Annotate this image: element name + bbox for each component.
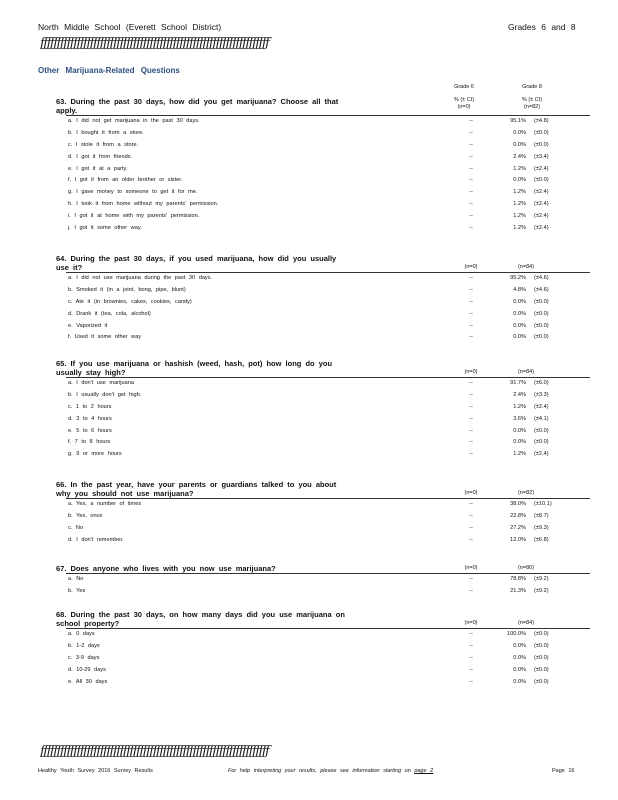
answer-row xyxy=(56,199,576,211)
grade6-n: (n=0) xyxy=(464,264,478,270)
question-title: 68. During the past 30 days, on how many days did you use marijuana on school property? xyxy=(56,610,345,628)
answer-row xyxy=(56,285,576,297)
grade6-value: -- xyxy=(469,631,473,637)
answer-row xyxy=(56,449,576,461)
question-63 xyxy=(56,97,576,235)
grade8-ci: (±0.0) xyxy=(534,678,549,685)
grade8-percent: 0.0% xyxy=(513,141,526,148)
answer-label: d. Drank it (tea, cola, alcohol) xyxy=(68,310,151,317)
answer-label: b. Yes, once xyxy=(68,512,103,519)
grade8-percent: 95.2% xyxy=(510,275,526,281)
answer-row xyxy=(56,128,576,140)
answer-row xyxy=(56,321,576,333)
answer-label: a. I did not get marijuana in the past 30 days. xyxy=(68,118,200,124)
school-name: North Middle School (Everett School District) xyxy=(38,22,222,32)
question-title: 64. During the past 30 days, if you used marijuana, how did you usually use it? xyxy=(56,254,337,272)
answer-row xyxy=(56,332,576,344)
answer-label: b. Smoked it (in a joint, bong, pipe, blunt) xyxy=(68,286,186,293)
grade8-percent: 38.0% xyxy=(510,501,526,507)
answer-label: e. I got it at a party. xyxy=(68,165,128,172)
grade8-percent: 0.0% xyxy=(513,678,526,685)
answer-label: c. 3-9 days xyxy=(68,654,100,661)
answer-row xyxy=(56,175,576,187)
footer-help: For help interpreting your results, please see information starting on page 2 xyxy=(228,768,434,774)
grade8-n: (n=84) xyxy=(517,264,535,270)
grade6-value: -- xyxy=(469,524,473,531)
answer-row xyxy=(56,653,576,665)
answer-label: c. 1 to 2 hours xyxy=(68,403,112,410)
grade8-percent: 0.0% xyxy=(513,427,526,434)
grade6-value: -- xyxy=(469,391,473,398)
grade6-value: -- xyxy=(469,275,473,281)
answer-label: d. 3 to 4 hours xyxy=(68,415,112,422)
footer-divider: ƒƒƒƒƒƒƒƒƒƒƒƒƒƒƒƒƒƒƒƒƒƒƒƒƒƒƒƒƒƒƒƒƒƒƒƒƒƒƒƒƒƒƒƒƒƒƒƒƒƒƒƒƒƒƒƒƒƒƒƒƒƒƒƒƒƒƒƒƒ xyxy=(40,744,269,759)
answer-label: e. All 30 days xyxy=(68,678,108,685)
grade6-value: -- xyxy=(469,165,473,172)
answer-label: a. 0 days xyxy=(68,631,95,637)
answer-row xyxy=(56,511,576,523)
grade6-value: -- xyxy=(469,415,473,422)
grade6-value: -- xyxy=(469,189,473,196)
answer-label: b. 1-2 days xyxy=(68,642,100,649)
answer-row xyxy=(56,586,576,598)
answer-row xyxy=(56,535,576,547)
grade6-value: -- xyxy=(469,587,473,594)
grade8-n: (n=84) xyxy=(517,620,535,626)
grade8-ci: (±0.0) xyxy=(534,631,549,637)
grade8-ci: (±0.0) xyxy=(534,310,549,317)
grade8-percent: 0.0% xyxy=(513,666,526,673)
answer-row xyxy=(56,437,576,449)
grade8-ci: (±0.0) xyxy=(534,177,549,184)
answer-label: d. I got it from friends. xyxy=(68,153,133,160)
grades-label: Grades 6 and 8 xyxy=(508,22,576,32)
answer-row xyxy=(56,402,576,414)
grade8-n: (n=80) xyxy=(517,565,535,571)
grade6-value: -- xyxy=(469,403,473,410)
grade6-value: -- xyxy=(469,177,473,184)
answer-row xyxy=(56,665,576,677)
grade6-n: (n=0) xyxy=(464,490,478,496)
grade8-percent: 27.2% xyxy=(510,524,526,531)
grade8-percent: 0.0% xyxy=(513,642,526,649)
grade8-ci: (±4.6) xyxy=(534,275,549,281)
answer-row xyxy=(56,297,576,309)
answer-row xyxy=(56,629,576,641)
answer-label: a. No xyxy=(68,576,84,582)
question-title: 66. In the past year, have your parents or guardians talked to you about why you should not use marijuana? xyxy=(56,480,337,498)
grade8-ci: (±3.3) xyxy=(534,391,549,398)
grade6-value: -- xyxy=(469,427,473,434)
grade8-ci: (±0.0) xyxy=(534,642,549,649)
grade8-percent: 0.0% xyxy=(513,298,526,305)
grade6-value: -- xyxy=(469,334,473,341)
grade8-ci: (±0.0) xyxy=(534,654,549,661)
grade8-percent: 91.7% xyxy=(510,380,526,386)
grade8-percent: 1.2% xyxy=(513,403,526,410)
grade8-ci: (±10.1) xyxy=(534,501,552,507)
grade8-percent: 3.6% xyxy=(513,415,526,422)
grade8-ci: (±9.2) xyxy=(534,587,549,594)
answer-row xyxy=(56,641,576,653)
grade8-ci: (±0.0) xyxy=(534,334,549,341)
grade6-value: -- xyxy=(469,439,473,446)
grade8-ci: (±2.4) xyxy=(534,403,549,410)
grade8-header: Grade 8 % (± CI) (n=82) xyxy=(521,84,543,110)
grade6-value: -- xyxy=(469,153,473,160)
grade6-value: -- xyxy=(469,225,473,232)
answer-label: d. 10-29 days xyxy=(68,666,106,673)
grade8-ci: (±9.3) xyxy=(534,524,549,531)
grade8-percent: 78.8% xyxy=(510,576,526,582)
answer-label: i. I got it at home with my parents' permission. xyxy=(68,213,200,220)
grade6-value: -- xyxy=(469,141,473,148)
grade8-ci: (±2.4) xyxy=(534,165,549,172)
answer-row xyxy=(56,426,576,438)
grade6-value: -- xyxy=(469,642,473,649)
answer-label: c. Ate it (in brownies, cakes, cookies, candy) xyxy=(68,298,192,305)
answer-label: a. I did not use marijuana during the past 30 days. xyxy=(68,275,213,281)
grade8-percent: 0.0% xyxy=(513,334,526,341)
grade6-n: (n=0) xyxy=(464,620,478,626)
question-64 xyxy=(56,254,576,344)
answer-row xyxy=(56,499,576,511)
answer-label: g. 9 or more hours xyxy=(68,451,122,458)
grade6-value: -- xyxy=(469,666,473,673)
grade8-ci: (±8.7) xyxy=(534,512,549,519)
grade8-percent: 12.0% xyxy=(510,536,526,543)
answer-row xyxy=(56,223,576,235)
grade8-ci: (±0.0) xyxy=(534,129,549,136)
grade8-percent: 0.0% xyxy=(513,310,526,317)
grade8-percent: 1.2% xyxy=(513,451,526,458)
grade6-value: -- xyxy=(469,678,473,685)
grade8-ci: (±6.0) xyxy=(534,380,549,386)
answer-label: j. I got it some other way. xyxy=(68,225,142,232)
answer-row xyxy=(56,187,576,199)
grade8-ci: (±0.0) xyxy=(534,666,549,673)
grade6-value: -- xyxy=(469,322,473,329)
grade8-ci: (±9.2) xyxy=(534,576,549,582)
grade6-value: -- xyxy=(469,129,473,136)
answer-label: a. Yes, a number of times xyxy=(68,501,142,507)
grade8-ci: (±4.1) xyxy=(534,415,549,422)
answer-label: g. I gave money to someone to get it for me. xyxy=(68,189,198,196)
answer-row xyxy=(56,152,576,164)
grade8-ci: (±2.4) xyxy=(534,201,549,208)
grade8-percent: 4.8% xyxy=(513,286,526,293)
answer-row xyxy=(56,390,576,402)
question-68 xyxy=(56,610,576,688)
question-67 xyxy=(56,564,576,598)
grade8-percent: 1.2% xyxy=(513,213,526,220)
answer-label: e. Vaporized it xyxy=(68,322,108,329)
grade8-ci: (±2.4) xyxy=(534,189,549,196)
grade8-ci: (±4.6) xyxy=(534,286,549,293)
grade6-value: -- xyxy=(469,310,473,317)
grade8-percent: 1.2% xyxy=(513,201,526,208)
grade6-value: -- xyxy=(469,286,473,293)
grade8-ci: (±0.0) xyxy=(534,298,549,305)
answer-label: e. 5 to 6 hours xyxy=(68,427,112,434)
page-link[interactable]: page 2 xyxy=(414,768,434,774)
grade8-percent: 0.0% xyxy=(513,654,526,661)
answer-row xyxy=(56,414,576,426)
grade8-percent: 0.0% xyxy=(513,129,526,136)
grade8-ci: (±2.4) xyxy=(534,225,549,232)
question-title: 65. If you use marijuana or hashish (weed, hash, pot) how long do you usually stay high? xyxy=(56,359,333,377)
answer-row xyxy=(56,309,576,321)
answer-row xyxy=(56,140,576,152)
grade8-percent: 0.0% xyxy=(513,177,526,184)
answer-row xyxy=(56,211,576,223)
answer-label: b. I bought it from a store. xyxy=(68,129,144,136)
grade8-ci: (±4.8) xyxy=(534,118,549,124)
grade8-ci: (±0.0) xyxy=(534,141,549,148)
grade8-percent: 0.0% xyxy=(513,439,526,446)
answer-label: f. Used it some other way xyxy=(68,334,142,341)
answer-row xyxy=(56,523,576,535)
answer-label: b. I usually don't get high. xyxy=(68,391,142,398)
grade6-n: (n=0) xyxy=(464,369,478,375)
answer-label: d. I don't remember. xyxy=(68,536,124,543)
section-title: Other Marijuana-Related Questions xyxy=(38,66,180,75)
grade8-percent: 22.8% xyxy=(510,512,526,519)
page-number: Page 16 xyxy=(552,768,575,774)
grade8-percent: 21.3% xyxy=(510,587,526,594)
grade6-value: -- xyxy=(469,298,473,305)
answer-row xyxy=(56,164,576,176)
grade6-value: -- xyxy=(469,536,473,543)
grade8-percent: 1.2% xyxy=(513,189,526,196)
grade6-value: -- xyxy=(469,451,473,458)
grade6-value: -- xyxy=(469,201,473,208)
question-66 xyxy=(56,480,576,547)
answer-row xyxy=(56,677,576,689)
question-title: 67. Does anyone who lives with you now use marijuana? xyxy=(56,564,276,573)
answer-row xyxy=(56,378,576,390)
grade6-value: -- xyxy=(469,654,473,661)
header-divider: ƒƒƒƒƒƒƒƒƒƒƒƒƒƒƒƒƒƒƒƒƒƒƒƒƒƒƒƒƒƒƒƒƒƒƒƒƒƒƒƒƒƒƒƒƒƒƒƒƒƒƒƒƒƒƒƒƒƒƒƒƒƒƒƒƒƒƒƒƒ xyxy=(40,36,269,51)
grade8-n: (n=84) xyxy=(517,369,535,375)
grade8-ci: (±0.0) xyxy=(534,322,549,329)
grade8-percent: 0.0% xyxy=(513,322,526,329)
question-65 xyxy=(56,359,576,461)
grade8-n: (n=82) xyxy=(517,490,535,496)
grade6-header: Grade 6 % (± CI) (n=0) xyxy=(453,84,475,110)
grade8-ci: (±2.4) xyxy=(534,451,549,458)
question-title: 63. During the past 30 days, how did you get marijuana? Choose all that apply. xyxy=(56,97,339,115)
grade8-percent: 1.2% xyxy=(513,225,526,232)
answer-label: c. No xyxy=(68,524,84,531)
grade6-value: -- xyxy=(469,213,473,220)
grade8-ci: (±2.4) xyxy=(534,213,549,220)
answer-row xyxy=(56,116,576,128)
grade6-n: (n=0) xyxy=(464,565,478,571)
footer-title: Healthy Youth Survey 2016 Survey Results xyxy=(38,768,153,774)
answer-row xyxy=(56,574,576,586)
answer-label: a. I don't use marijuana xyxy=(68,380,134,386)
grade8-percent: 1.2% xyxy=(513,165,526,172)
grade6-value: -- xyxy=(469,512,473,519)
grade8-ci: (±3.4) xyxy=(534,153,549,160)
grade6-value: -- xyxy=(469,118,473,124)
grade8-percent: 2.4% xyxy=(513,153,526,160)
answer-label: b. Yes xyxy=(68,587,86,594)
grade8-percent: 2.4% xyxy=(513,391,526,398)
grade6-value: -- xyxy=(469,576,473,582)
grade8-ci: (±0.0) xyxy=(534,439,549,446)
answer-label: f. 7 to 8 hours xyxy=(68,439,111,446)
grade6-value: -- xyxy=(469,380,473,386)
answer-label: h. I took it from home without my parents' permission. xyxy=(68,201,219,208)
grade8-ci: (±6.8) xyxy=(534,536,549,543)
answer-label: f. I got it from an older brother or sister. xyxy=(68,177,183,184)
grade8-ci: (±0.0) xyxy=(534,427,549,434)
grade8-percent: 95.1% xyxy=(510,118,526,124)
grade8-percent: 100.0% xyxy=(507,631,526,637)
answer-label: c. I stole it from a store. xyxy=(68,141,139,148)
answer-row xyxy=(56,273,576,285)
grade6-value: -- xyxy=(469,501,473,507)
